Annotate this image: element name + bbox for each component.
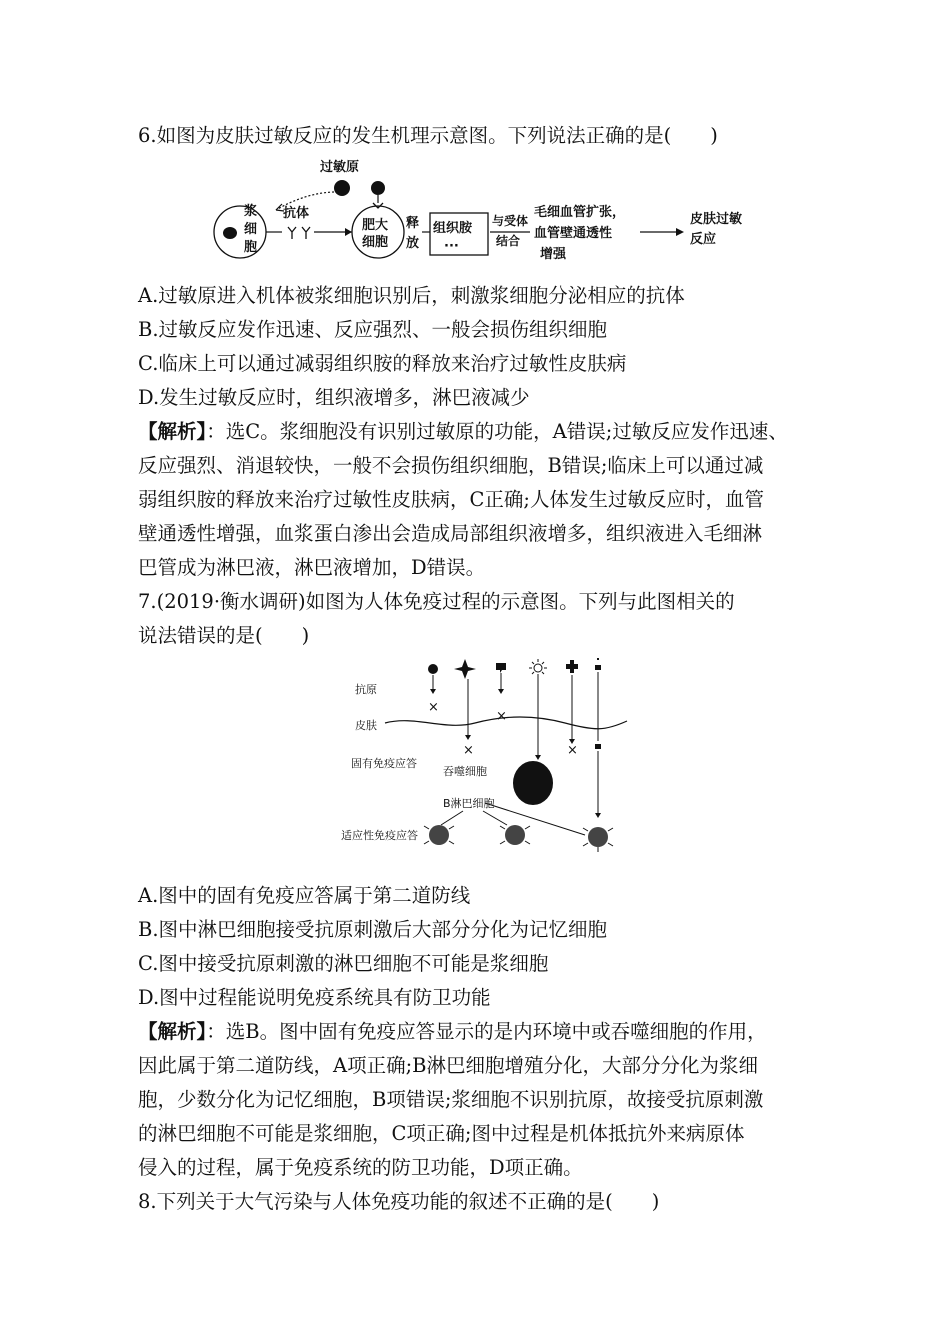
- blocked-mark: ×: [428, 700, 439, 715]
- q6-stem: 6.如图为皮肤过敏反应的发生机理示意图。下列说法正确的是( ): [138, 124, 718, 147]
- lymphocyte-cell: [424, 825, 454, 845]
- q6-analysis-line: 反应强烈、消退较快，一般不会损伤组织细胞，B错误;临床上可以通过减: [138, 454, 764, 477]
- analysis-label: 【解析】: [138, 420, 207, 443]
- blocked-mark: ×: [496, 709, 507, 724]
- q6-option-b: B.过敏反应发作迅速、反应强烈、一般会损伤组织细胞: [138, 318, 608, 341]
- blocked-mark: ×: [463, 743, 474, 758]
- svg-text:血管壁通透性: 血管壁通透性: [534, 226, 613, 241]
- q7-analysis-line: 胞，少数分化为记忆细胞，B项错误;浆细胞不识别抗原，故接受抗原刺激: [138, 1088, 764, 1111]
- svg-text:细胞: 细胞: [362, 235, 389, 250]
- q7-option-a: A.图中的固有免疫应答属于第二道防线: [138, 884, 471, 907]
- phagocyte-cell: [513, 761, 553, 805]
- q7-option-c: C.图中接受抗原刺激的淋巴细胞不可能是浆细胞: [138, 952, 549, 975]
- antigen-star-icon: [454, 659, 476, 679]
- antibody-label: 抗体: [283, 206, 310, 221]
- svg-text:释: 释: [406, 216, 420, 231]
- q6-option-d: D.发生过敏反应时，组织液增多，淋巴液减少: [138, 386, 530, 409]
- blocked-mark: ×: [567, 743, 578, 758]
- svg-text:浆: 浆: [244, 204, 258, 219]
- q6-analysis-line: 【解析】：选C。浆细胞没有识别过敏原的功能，A错误;过敏反应发作迅速、: [138, 420, 788, 443]
- q6-analysis-line: 弱组织胺的释放来治疗过敏性皮肤病，C正确;人体发生过敏反应时，血管: [138, 488, 764, 511]
- svg-text:放: 放: [406, 236, 420, 251]
- adaptive-label: 适应性免疫应答: [341, 829, 418, 842]
- svg-text:结合: 结合: [496, 234, 521, 248]
- allergy-mechanism-diagram: [210, 155, 770, 265]
- q7-stem: 说法错误的是( ): [138, 624, 310, 647]
- q6-option-c: C.临床上可以通过减弱组织胺的释放来治疗过敏性皮肤病: [138, 352, 627, 375]
- plasma-cell: [214, 206, 266, 258]
- innate-label: 固有免疫应答: [351, 757, 417, 770]
- q6-analysis-line: 壁通透性增强，血浆蛋白渗出会造成局部组织液增多，组织液进入毛细淋: [138, 522, 763, 545]
- q7-stem: 7.(2019·衡水调研)如图为人体免疫过程的示意图。下列与此图相关的: [138, 590, 735, 613]
- q8-stem: 8.下列关于大气污染与人体免疫功能的叙述不正确的是( ): [138, 1190, 660, 1213]
- svg-text:细: 细: [244, 222, 258, 237]
- svg-text:反应: 反应: [690, 232, 717, 247]
- phagocyte-label: 吞噬细胞: [443, 765, 487, 778]
- q7-analysis-line: 因此属于第二道防线，A项正确;B淋巴细胞增殖分化，大部分分化为浆细: [138, 1054, 758, 1077]
- allergen-label: 过敏原: [320, 160, 360, 175]
- skin-label: 皮肤: [355, 719, 377, 732]
- svg-text:胞: 胞: [244, 240, 258, 255]
- b-cell-label: B淋巴细胞: [443, 797, 495, 810]
- q7-analysis-line: 侵入的过程，属于免疫系统的防卫功能，D项正确。: [138, 1156, 583, 1179]
- svg-text:肥大: 肥大: [362, 218, 389, 233]
- lymphocyte-cell: [583, 827, 613, 852]
- immune-process-diagram: [335, 655, 635, 865]
- q7-option-b: B.图中淋巴细胞接受抗原刺激后大部分分化为记忆细胞: [138, 918, 608, 941]
- q6-analysis-line: 巴管成为淋巴液，淋巴液增加，D错误。: [138, 556, 486, 579]
- antigen-square-icon: [496, 663, 506, 673]
- svg-text:增强: 增强: [540, 247, 567, 262]
- antigen-small-icon: [595, 665, 601, 670]
- q6-option-a: A.过敏原进入机体被浆细胞识别后，刺激浆细胞分泌相应的抗体: [138, 284, 685, 307]
- svg-text:毛细血管扩张，: 毛细血管扩张，: [534, 205, 626, 220]
- svg-text:组织胺: 组织胺: [433, 221, 473, 236]
- svg-text:皮肤过敏: 皮肤过敏: [690, 212, 743, 227]
- antigen-label: 抗原: [355, 683, 377, 696]
- allergen-particle: [371, 181, 385, 195]
- svg-text:···: ···: [444, 239, 459, 254]
- antigen-cross-icon: [566, 660, 578, 673]
- svg-text:与受体: 与受体: [492, 214, 529, 228]
- antibody-icon: [302, 227, 310, 239]
- analysis-label: 【解析】: [138, 1020, 207, 1043]
- lymphocyte-cell: [500, 825, 530, 845]
- antigen-circle-icon: [428, 664, 438, 674]
- q7-analysis-line: 【解析】：选B。图中固有免疫应答显示的是内环境中或吞噬细胞的作用，: [138, 1020, 767, 1043]
- q7-analysis-line: 的淋巴细胞不可能是浆细胞，C项正确;图中过程是机体抵抗外来病原体: [138, 1122, 745, 1145]
- antibody-icon: [288, 227, 296, 239]
- antigen-sun-icon: [529, 659, 547, 677]
- allergen-particle: [334, 180, 350, 196]
- q7-option-d: D.图中过程能说明免疫系统具有防卫功能: [138, 986, 491, 1009]
